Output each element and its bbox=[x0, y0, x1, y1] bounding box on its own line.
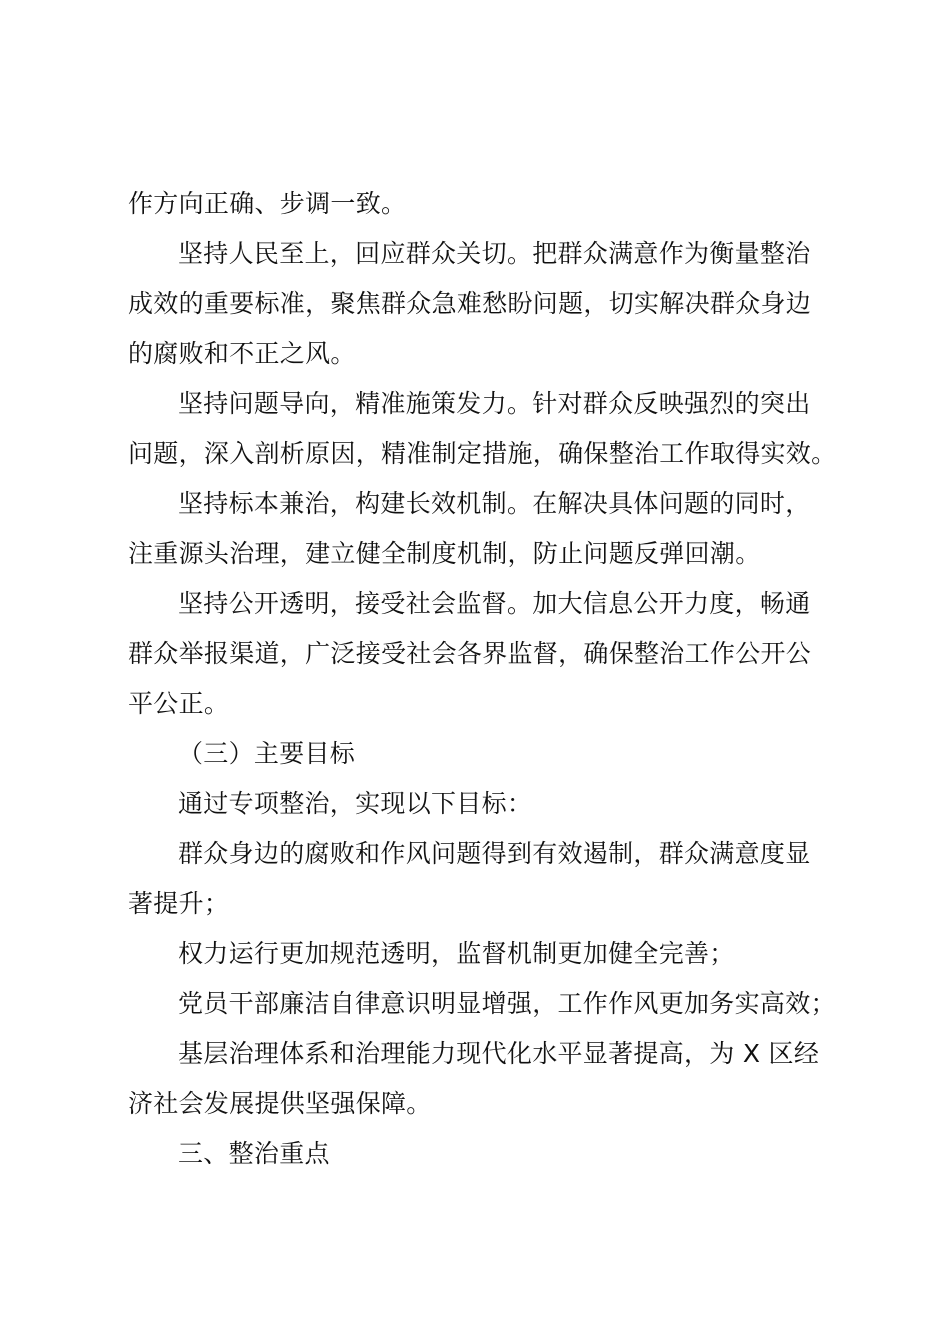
text-line: 济社会发展提供坚强保障。 bbox=[128, 1089, 432, 1118]
text-line: 群众身边的腐败和作风问题得到有效遏制，群众满意度显 bbox=[178, 839, 811, 868]
section-heading: 三、整治重点 bbox=[178, 1139, 330, 1168]
text-line: 成效的重要标准，聚焦群众急难愁盼问题，切实解决群众身边 bbox=[128, 289, 812, 318]
text-line: 群众举报渠道，广泛接受社会各界监督，确保整治工作公开公 bbox=[128, 639, 812, 668]
text-line: 平公正。 bbox=[128, 689, 230, 718]
text-line: 党员干部廉洁自律意识明显增强，工作作风更加务实高效； bbox=[178, 989, 836, 1018]
text-line: 坚持公开透明，接受社会监督。加大信息公开力度，畅通 bbox=[178, 589, 811, 618]
text-line: 注重源头治理，建立健全制度机制，防止问题反弹回潮。 bbox=[128, 539, 761, 568]
text-line: 坚持标本兼治，构建长效机制。在解决具体问题的同时， bbox=[178, 489, 811, 518]
text-line: 坚持人民至上，回应群众关切。把群众满意作为衡量整治 bbox=[178, 239, 811, 268]
text-line: 基层治理体系和治理能力现代化水平显著提高，为 X 区经 bbox=[178, 1039, 820, 1068]
text-line: 坚持问题导向，精准施策发力。针对群众反映强烈的突出 bbox=[178, 389, 811, 418]
text-line: 通过专项整治，实现以下目标： bbox=[178, 789, 533, 818]
section-heading: （三）主要目标 bbox=[178, 739, 356, 768]
text-line: 权力运行更加规范透明，监督机制更加健全完善； bbox=[178, 939, 735, 968]
text-line: 作方向正确、步调一致。 bbox=[128, 189, 407, 218]
text-line: 的腐败和不正之风。 bbox=[128, 339, 356, 368]
text-line: 著提升； bbox=[128, 889, 230, 918]
text-line: 问题，深入剖析原因，精准制定措施，确保整治工作取得实效。 bbox=[128, 439, 837, 468]
